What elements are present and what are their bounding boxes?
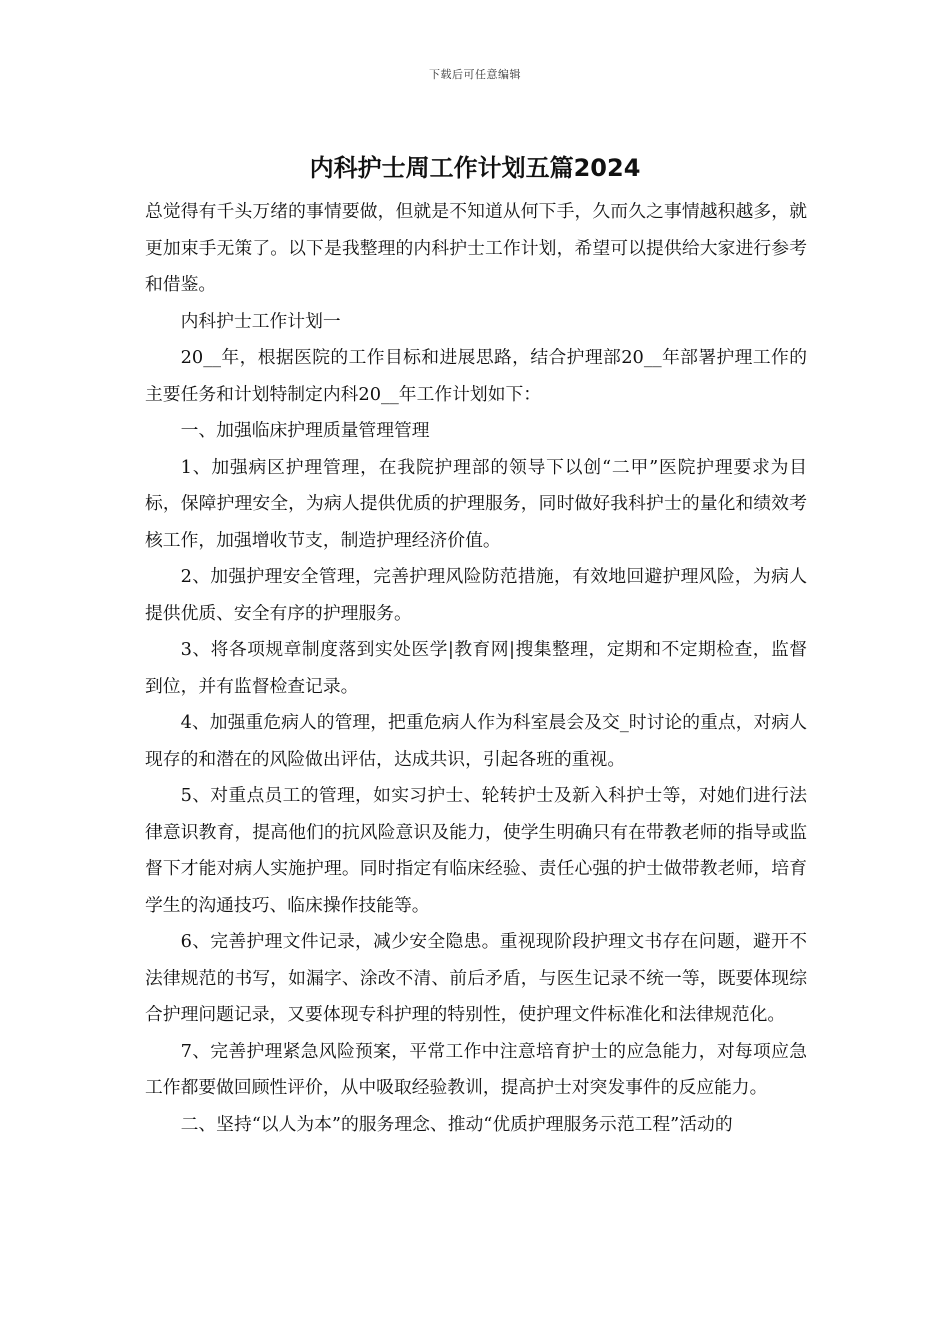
list-item: 6、完善护理文件记录，减少安全隐患。重视现阶段护理文书存在问题，避开不法律规范的书写，如漏字、涂改不清、前后矛盾，与医生记录不统一等，既要体现综合护理问题记录，又要体现专科护理的特别性，使护理文件标准化和法律规范化。 xyxy=(145,931,807,1025)
list-item: 1、加强病区护理管理，在我院护理部的领导下以创“二甲”医院护理要求为目标，保障护理安全，为病人提供优质的护理服务，同时做好我科护士的量化和绩效考核工作，加强增收节支，制造护理经济价值。 xyxy=(145,456,807,551)
list-item: 5、对重点员工的管理，如实习护士、轮转护士及新入科护士等，对她们进行法律意识教育，提高他们的抗风险意识及能力，使学生明确只有在带教老师的指导或监督下才能对病人实施护理。同时指定有临床经验、责任心强的护士做带教老师，培育学生的沟通技巧、临床操作技能等。 xyxy=(145,785,807,916)
list-item: 2、加强护理安全管理，完善护理风险防范措施，有效地回避护理风险，为病人提供优质、安全有序的护理服务。 xyxy=(145,566,807,624)
section-heading-service-concept: 二、坚持“以人为本”的服务理念、推动“优质护理服务示范工程”活动的 xyxy=(180,1113,733,1135)
list-item: 3、将各项规章制度落到实处医学|教育网|搜集整理，定期和不定期检查，监督到位，并有监督检查记录。 xyxy=(145,639,807,697)
body-paragraph: 20__年，根据医院的工作目标和进展思路，结合护理部20__年部署护理工作的主要任务和计划特制定内科20__年工作计划如下： xyxy=(145,347,807,405)
section-heading-quality-management: 一、加强临床护理质量管理管理 xyxy=(180,420,430,441)
header-note: 下载后可任意编辑 xyxy=(429,68,521,81)
list-item: 4、加强重危病人的管理，把重危病人作为科室晨会及交_时讨论的重点，对病人现存的和潜在的风险做出评估，达成共识，引起各班的重视。 xyxy=(145,712,807,770)
list-item: 7、完善护理紧急风险预案，平常工作中注意培育护士的应急能力，对每项应急工作都要做回顾性评价，从中吸取经验教训，提高护士对突发事件的反应能力。 xyxy=(145,1040,807,1098)
document-title: 内科护士周工作计划五篇2024 xyxy=(309,154,641,182)
document-body xyxy=(145,194,807,1143)
intro-paragraph: 总觉得有千头万绪的事情要做，但就是不知道从何下手，久而久之事情越积越多，就更加束手无策了。以下是我整理的内科护士工作计划，希望可以提供给大家进行参考和借鉴。 xyxy=(145,201,807,295)
section-heading-plan-one: 内科护士工作计划一 xyxy=(180,310,341,332)
